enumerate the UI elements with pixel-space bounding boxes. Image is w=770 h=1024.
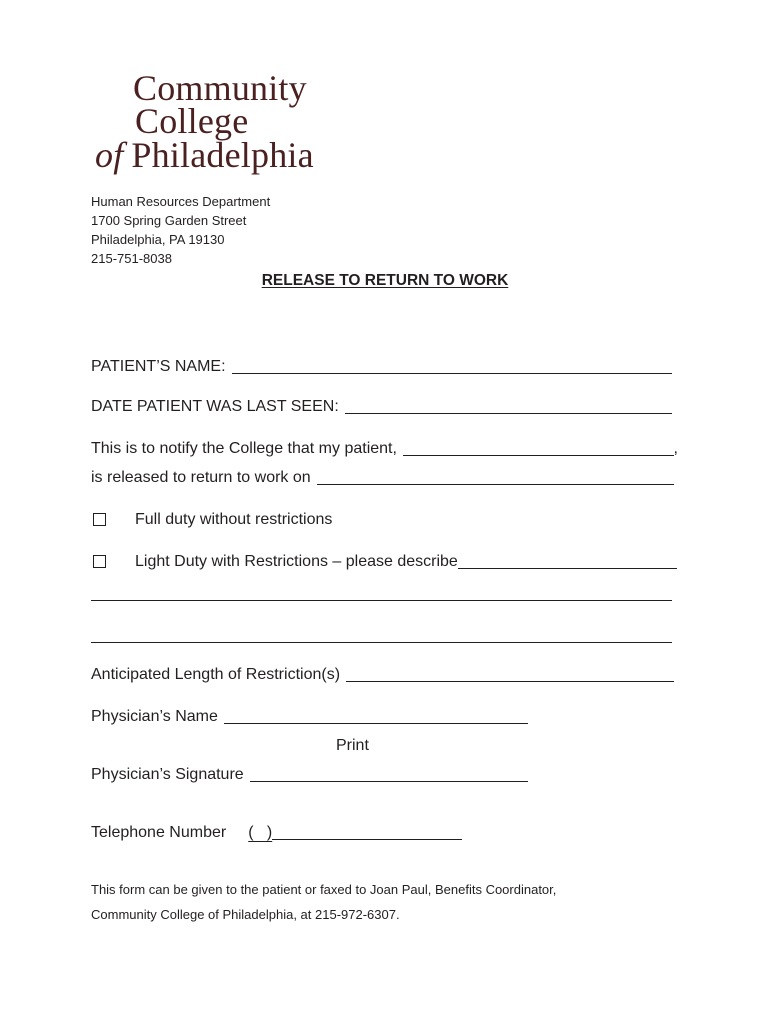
- physician-name-row: [91, 706, 528, 728]
- return-date-field[interactable]: [317, 470, 674, 485]
- restrictions-line-1[interactable]: [91, 580, 672, 601]
- footer-line-2: Community College of Philadelphia, at 215-972-6307.: [91, 907, 400, 922]
- signature-row: [91, 764, 528, 786]
- patient-name-label: PATIENT’S NAME:: [91, 358, 226, 375]
- logo-word-philadelphia: Philadelphia: [131, 135, 314, 175]
- area-code-field[interactable]: ( ): [248, 824, 273, 841]
- logo-line-community: Community: [133, 68, 307, 108]
- light-duty-checkbox[interactable]: [93, 555, 106, 568]
- physician-name-field[interactable]: [224, 709, 528, 724]
- restrictions-description-field[interactable]: [458, 554, 677, 569]
- full-duty-checkbox[interactable]: [93, 513, 106, 526]
- restrictions-line-2[interactable]: [91, 622, 672, 643]
- signature-label: Physician’s Signature: [91, 766, 244, 783]
- signature-field[interactable]: [250, 767, 528, 782]
- logo-line-college: College: [135, 101, 249, 141]
- notify-comma: ,: [673, 440, 678, 457]
- restriction-length-row: [91, 664, 674, 686]
- restriction-length-field[interactable]: [346, 667, 674, 682]
- telephone-field[interactable]: [272, 825, 462, 840]
- logo-word-of: of: [95, 135, 124, 175]
- logo-line-of-philadelphia: [95, 137, 314, 173]
- patient-name-row: [91, 356, 672, 378]
- department-phone: 215-751-8038: [91, 251, 172, 266]
- footer-note: [91, 877, 556, 927]
- patient-field[interactable]: [403, 441, 674, 456]
- notify-label: This is to notify the College that my patient,: [91, 440, 397, 457]
- released-row: [91, 467, 674, 489]
- last-seen-label: DATE PATIENT WAS LAST SEEN:: [91, 398, 339, 415]
- patient-name-field[interactable]: [232, 359, 672, 374]
- full-duty-label: Full duty without restrictions: [135, 511, 333, 528]
- restriction-length-label: Anticipated Length of Restriction(s): [91, 666, 341, 683]
- notify-row: [91, 438, 678, 460]
- form-title: RELEASE TO RETURN TO WORK: [261, 272, 509, 289]
- city-state-zip: Philadelphia, PA 19130: [91, 232, 225, 247]
- last-seen-row: [91, 396, 672, 418]
- telephone-row: [91, 822, 462, 844]
- released-label: is released to return to work on: [91, 469, 311, 486]
- last-seen-field[interactable]: [345, 399, 672, 414]
- light-duty-label: Light Duty with Restrictions – please describe: [135, 553, 458, 570]
- telephone-label: Telephone Number: [91, 824, 227, 841]
- department-address: [91, 192, 270, 268]
- footer-line-1: This form can be given to the patient or faxed to Joan Paul, Benefits Coordinator,: [91, 882, 557, 897]
- street-address: 1700 Spring Garden Street: [91, 213, 247, 228]
- print-hint: Print: [336, 737, 369, 754]
- department-name: Human Resources Department: [91, 194, 271, 209]
- physician-name-label: Physician’s Name: [91, 708, 218, 725]
- light-duty-row: [135, 551, 677, 573]
